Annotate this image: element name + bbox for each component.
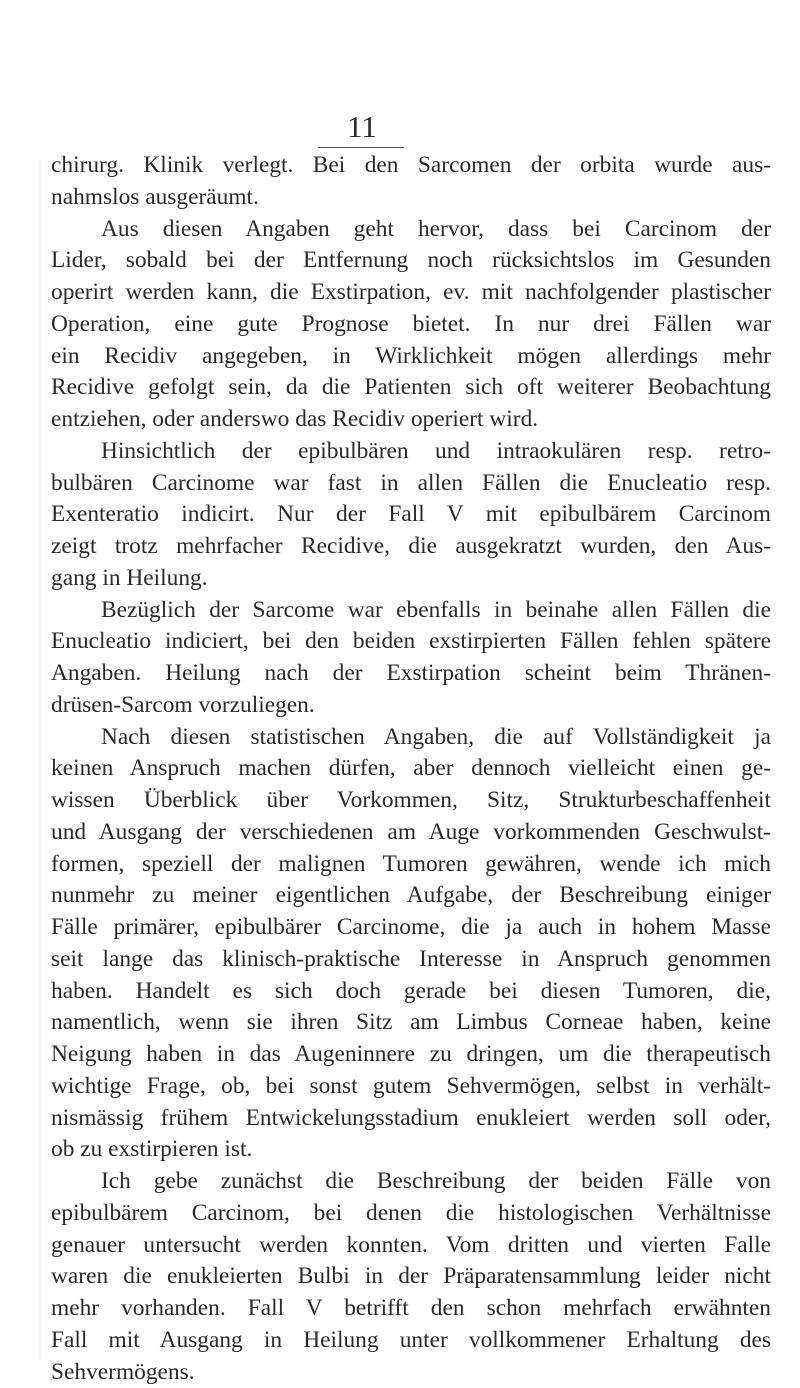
text-line: ob zu exstirpieren ist. — [51, 1134, 771, 1166]
text-line: Lider, sobald bei der Entfernung noch rücksichtslos im Gesunden — [51, 245, 771, 277]
text-line: entziehen, oder anderswo das Recidiv operiert wird. — [51, 404, 771, 436]
page-binding-shadow — [38, 160, 42, 1360]
text-line: ein Recidiv angegeben, in Wirklichkeit mögen allerdings mehr — [51, 341, 771, 373]
text-line: Fall mit Ausgang in Heilung unter vollkommener Erhaltung des — [51, 1325, 771, 1357]
text-line: formen, speziell der malignen Tumoren gewähren, wende ich mich — [51, 849, 771, 881]
body-text — [51, 150, 771, 1388]
paragraph-first-line: Aus diesen Angaben geht hervor, dass bei Carcinom der — [51, 214, 771, 246]
text-line: waren die enukleierten Bulbi in der Präparatensammlung leider nicht — [51, 1261, 771, 1293]
page-number: 11 — [322, 110, 402, 144]
text-line: zeigt trotz mehrfacher Recidive, die ausgekratzt wurden, den Aus- — [51, 531, 771, 563]
text-line: genauer untersucht werden konnten. Vom dritten und vierten Falle — [51, 1230, 771, 1262]
text-line: nunmehr zu meiner eigentlichen Aufgabe, der Beschreibung einiger — [51, 880, 771, 912]
text-line: bulbären Carcinome war fast in allen Fällen die Enucleatio resp. — [51, 468, 771, 500]
text-line: chirurg. Klinik verlegt. Bei den Sarcomen der orbita wurde aus- — [51, 150, 771, 182]
text-line: Operation, eine gute Prognose bietet. In nur drei Fällen war — [51, 309, 771, 341]
text-line: epibulbärem Carcinom, bei denen die histologischen Verhältnisse — [51, 1198, 771, 1230]
text-line: keinen Anspruch machen dürfen, aber dennoch vielleicht einen ge- — [51, 753, 771, 785]
text-line: Recidive gefolgt sein, da die Patienten sich oft weiterer Beobachtung — [51, 372, 771, 404]
text-line: nahmslos ausgeräumt. — [51, 182, 771, 214]
text-line: haben. Handelt es sich doch gerade bei diesen Tumoren, die, — [51, 976, 771, 1008]
text-line: Neigung haben in das Augeninnere zu dringen, um die therapeutisch — [51, 1039, 771, 1071]
text-line: Sehvermögens. — [51, 1357, 771, 1388]
page-number-underline — [318, 147, 404, 148]
paragraph-first-line: Bezüglich der Sarcome war ebenfalls in beinahe allen Fällen die — [51, 595, 771, 627]
text-line: operirt werden kann, die Exstirpation, ev. mit nachfolgender plastischer — [51, 277, 771, 309]
text-line: wichtige Frage, ob, bei sonst gutem Sehvermögen, selbst in verhält- — [51, 1071, 771, 1103]
text-line: namentlich, wenn sie ihren Sitz am Limbus Corneae haben, keine — [51, 1007, 771, 1039]
text-line: mehr vorhanden. Fall V betrifft den schon mehrfach erwähnten — [51, 1293, 771, 1325]
text-line: nismässig frühem Entwickelungsstadium enukleiert werden soll oder, — [51, 1103, 771, 1135]
text-line: Angaben. Heilung nach der Exstirpation scheint beim Thränen- — [51, 658, 771, 690]
text-line: seit lange das klinisch-praktische Interesse in Anspruch genommen — [51, 944, 771, 976]
text-line: Exenteratio indicirt. Nur der Fall V mit epibulbärem Carcinom — [51, 499, 771, 531]
text-line: drüsen-Sarcom vorzuliegen. — [51, 690, 771, 722]
paragraph-first-line: Nach diesen statistischen Angaben, die auf Vollständigkeit ja — [51, 722, 771, 754]
text-line: Fälle primärer, epibulbärer Carcinome, die ja auch in hohem Masse — [51, 912, 771, 944]
paragraph-first-line: Hinsichtlich der epibulbären und intraokulären resp. retro- — [51, 436, 771, 468]
text-line: Enucleatio indiciert, bei den beiden exstirpierten Fällen fehlen spätere — [51, 626, 771, 658]
text-line: wissen Überblick über Vorkommen, Sitz, Strukturbeschaffenheit — [51, 785, 771, 817]
paragraph-first-line: Ich gebe zunächst die Beschreibung der beiden Fälle von — [51, 1166, 771, 1198]
text-line: gang in Heilung. — [51, 563, 771, 595]
text-line: und Ausgang der verschiedenen am Auge vorkommenden Geschwulst- — [51, 817, 771, 849]
